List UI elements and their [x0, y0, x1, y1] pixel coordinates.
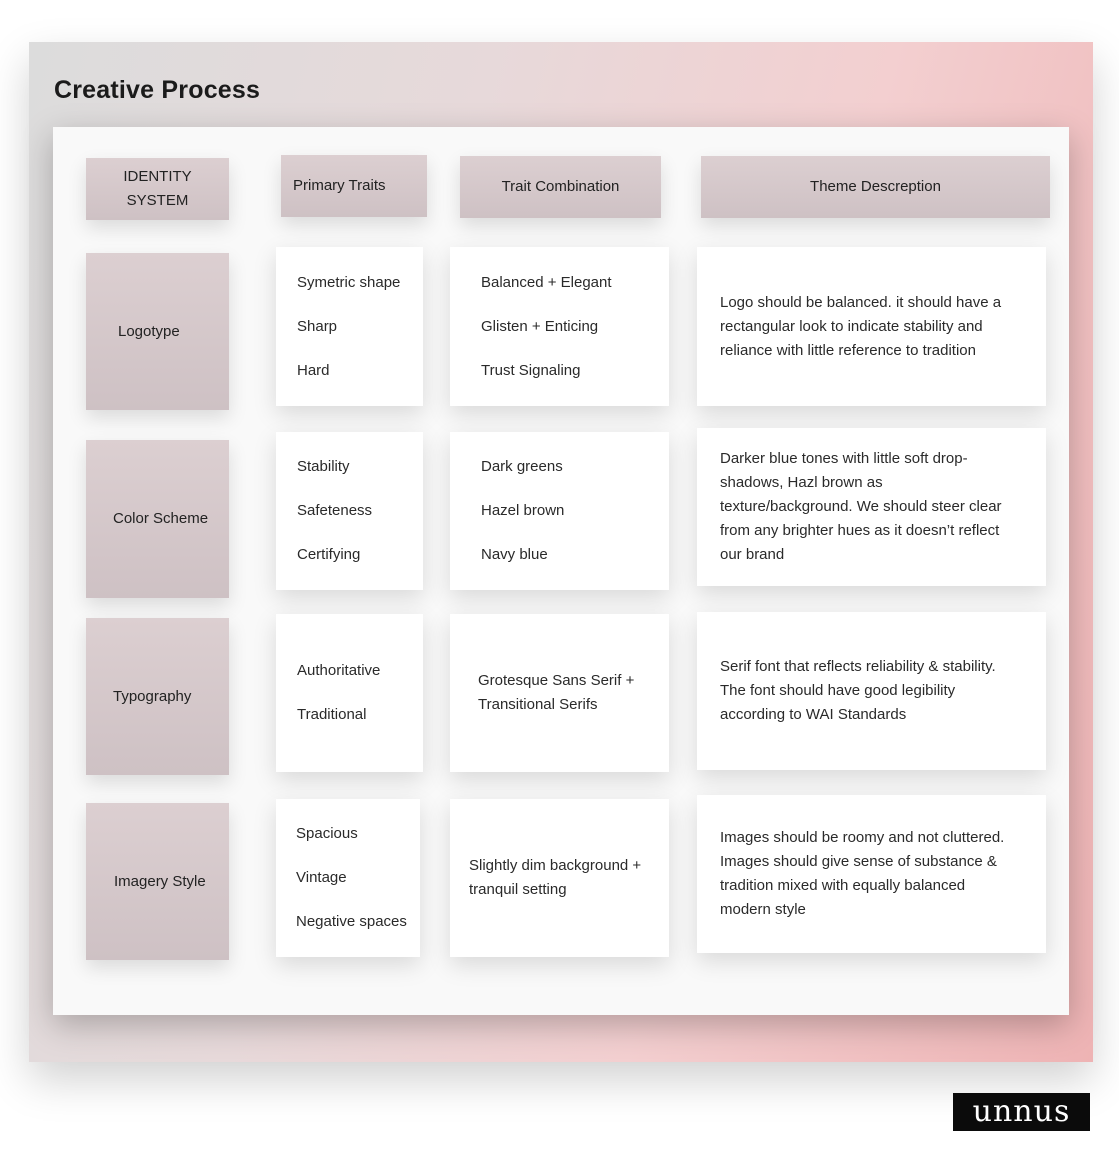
- primary-traits-imagery-style: [276, 799, 420, 957]
- trait-item: Hard: [297, 361, 330, 379]
- page-title: Creative Process: [54, 76, 261, 104]
- trait-item: Negative spaces: [296, 913, 407, 930]
- description-text: Serif font that reflects reliability & stability. The font should have good legibility according to WAI Standards: [720, 658, 996, 723]
- trait-item: Traditional: [297, 706, 367, 723]
- trait-combination-imagery-style: [450, 799, 669, 957]
- description-text: Logo should be balanced. it should have a rectangular look to indicate stability and reliance with little reference to tradition: [720, 293, 1002, 359]
- header-primary-traits: [281, 155, 427, 217]
- trait-combination-typography: [450, 614, 669, 772]
- combination-item: Dark greens: [481, 458, 563, 475]
- brand-logo-text: unnus: [972, 1094, 1071, 1129]
- primary-traits-typography: [276, 614, 423, 772]
- combination-item: Balanced + Elegant: [481, 273, 612, 291]
- trait-item: Sharp: [297, 317, 338, 335]
- row-label-text: Imagery Style: [114, 872, 206, 890]
- theme-description-imagery-style: [697, 795, 1046, 953]
- header-identity-line1: IDENTITY: [123, 168, 192, 185]
- trait-item: Safeteness: [297, 502, 373, 519]
- primary-traits-logotype: [276, 247, 423, 406]
- header-theme-description: [701, 156, 1050, 218]
- header-identity-system: [86, 158, 229, 220]
- brand-logo: [953, 1093, 1090, 1131]
- row-label-text: Logotype: [118, 322, 180, 340]
- combination-item: Glisten + Enticing: [481, 317, 599, 335]
- trait-item: Stability: [297, 458, 350, 475]
- combination-item: Hazel brown: [481, 502, 565, 519]
- trait-item: Certifying: [297, 546, 361, 563]
- trait-item: Authoritative: [297, 662, 381, 679]
- trait-combination-logotype: [450, 247, 669, 406]
- trait-combination-color-scheme: [450, 432, 669, 590]
- header-identity-line2: SYSTEM: [126, 192, 189, 209]
- description-text: Images should be roomy and not cluttered. Images should give sense of substance & tradition mixed with equally balanced modern style: [720, 829, 1005, 918]
- header-trait-combination-label: Trait Combination: [501, 178, 620, 195]
- description-text: Darker blue tones with little soft drop-shadows, Hazl brown as texture/background. We should steer clear from any brighter hues as it doesn’t reflect our brand: [720, 450, 1002, 563]
- row-label-imagery-style: [86, 803, 229, 960]
- row-label-text: Typography: [113, 687, 192, 705]
- header-trait-combination: [460, 156, 661, 218]
- header-theme-description-label: Theme Descreption: [810, 178, 941, 195]
- row-label-color-scheme: [86, 440, 229, 598]
- combination-item: Trust Signaling: [481, 361, 581, 379]
- row-label-logotype: [86, 253, 229, 410]
- header-primary-traits-label: Primary Traits: [293, 177, 386, 194]
- trait-item: Spacious: [296, 825, 358, 842]
- row-label-text: Color Scheme: [113, 510, 209, 527]
- primary-traits-color-scheme: [276, 432, 423, 590]
- theme-description-logotype: [697, 247, 1046, 406]
- combination-text: Grotesque Sans Serif + Transitional Serifs: [478, 672, 635, 713]
- combination-item: Navy blue: [481, 546, 548, 563]
- row-label-typography: [86, 618, 229, 775]
- theme-description-typography: [697, 612, 1046, 770]
- trait-item: Symetric shape: [297, 273, 401, 291]
- trait-item: Vintage: [296, 869, 347, 886]
- combination-text: Slightly dim background + tranquil setting: [469, 857, 642, 898]
- theme-description-color-scheme: [697, 428, 1046, 586]
